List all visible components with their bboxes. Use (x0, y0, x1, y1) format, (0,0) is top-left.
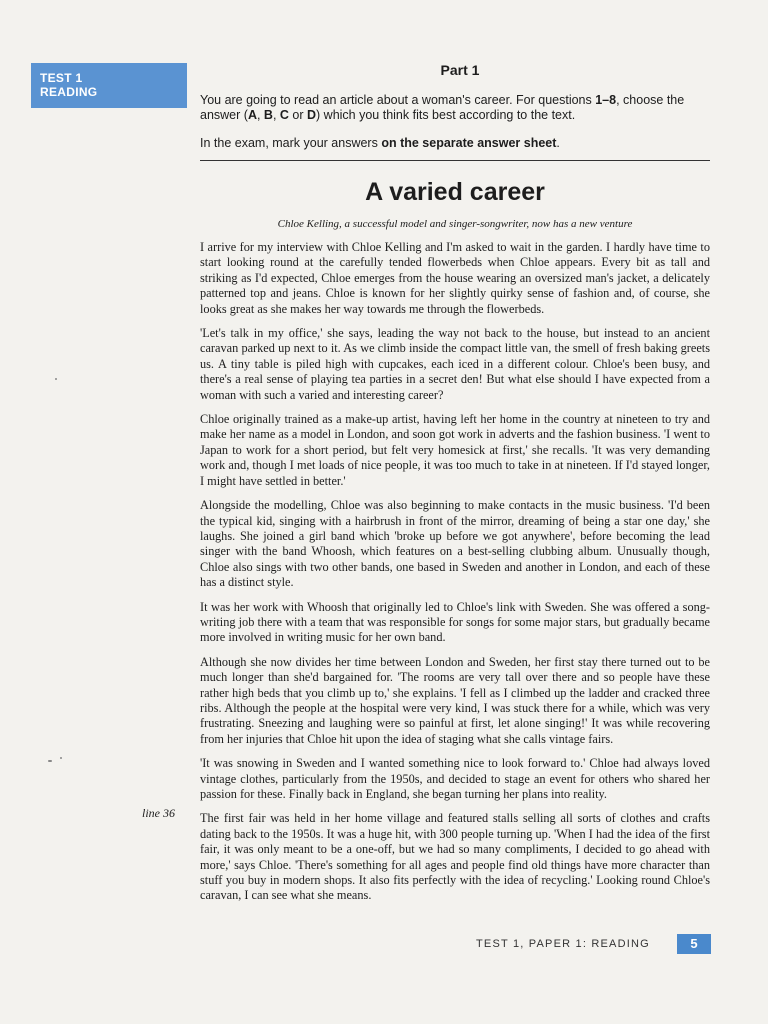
article-subtitle: Chloe Kelling, a successful model and singer-songwriter, now has a new venture (277, 218, 633, 230)
article-body (200, 240, 710, 913)
article-title: A varied career (365, 178, 545, 206)
line-marker: line 36 (142, 806, 175, 820)
article-paragraph: 'It was snowing in Sweden and I wanted something nice to look forward to.' Chloe had always loved vintage clothes, particularly from the 1950s, and decided to stage an event for others who shared her passion for these. Finally back in England, she began turning her plans into reality. (200, 756, 710, 801)
section-tab (31, 63, 187, 108)
part-title: Part 1 (440, 62, 480, 78)
article-paragraph: Alongside the modelling, Chloe was also beginning to make contacts in the music business. 'I'd been the typical kid, singing with a hairbrush in front of the mirror, dreaming of being a star one day,' she laughs. She joined a girl band which 'broke up before we got anywhere', before becoming the lead singer with the band Whoosh, which features on a best-selling clubbing album. Unusually though, Chloe also sings with two other bands, one based in Sweden and another in London, and each of these has a distinct style. (200, 498, 710, 590)
footer-text: TEST 1, PAPER 1: READING (476, 938, 650, 950)
article-paragraph: Chloe originally trained as a make-up artist, having left her home in the country at nineteen to try and make her name as a model in London, and soon got work in adverts and the fashion business. 'I went to Japan to work for a short period, but felt very homesick at first,' she recalls. 'It was very demanding work and, though I met loads of nice people, it was too much to take in at nineteen. If I'd stayed longer, I might have settled in better.' (200, 412, 710, 488)
scan-speck (55, 378, 57, 380)
article-paragraph: I arrive for my interview with Chloe Kelling and I'm asked to wait in the garden. I hardly have time to start looking round at the carefully tended flowerbeds when Chloe appears. Every bit as tall and striking as I'd expected, Chloe emerges from the house wearing an oversized man's jacket, a delicately patterned top and jeans. Chloe is known for her slightly quirky sense of fashion and, of course, she looks great as she makes her way towards me through the flowerbeds. (200, 240, 710, 316)
instructions-questions: You are going to read an article about a woman's career. For questions 1–8, choose the answer (A, B, C or D) which you think fits best according to the text. (200, 93, 685, 122)
article-paragraph: The first fair was held in her home village and featured stalls selling all sorts of clothes and crafts dating back to the 1950s. It was a huge hit, with 300 people turning up. 'When I had the idea of the first fair, it was only meant to be a one-off, but we had so many compliments, I decided to go ahead with more,' says Chloe. 'There's something for all ages and people find old things have more character than stuff you buy in modern shops. It also fits perfectly with the idea of recycling.' Looking round Chloe's caravan, I can see what she means. (200, 811, 710, 903)
article-paragraph: Although she now divides her time between London and Sweden, her first stay there turned out to be much longer than she'd bargained for. 'The rooms are very tall over there and so people have these rather high beds that you climb up to,' she explains. 'I fell as I climbed up the ladder and cracked three ribs. Although the people at the hospital were very kind, I was stuck there for a while, which was very frustrating. Sneezing and laughing were so painful at first, let alone singing!' It was while recovering from her injuries that Chloe hit upon the idea of staging what she calls vintage fairs. (200, 654, 710, 746)
article-paragraph: It was her work with Whoosh that originally led to Chloe's link with Sweden. She was offered a song-writing job there with a team that was responsible for songs for some major stars, but gradually became more involved in writing music for her own band. (200, 599, 710, 645)
instructions-answer-sheet: In the exam, mark your answers on the separate answer sheet. (200, 136, 560, 150)
scan-speck (48, 760, 52, 762)
scan-speck (60, 757, 62, 759)
article-paragraph: 'Let's talk in my office,' she says, leading the way not back to the house, but instead to an ancient caravan parked up next to it. As we climb inside the compact little van, the smell of fresh baking greets us. A tiny table is piled high with cupcakes, each iced in a different colour. Chloe's been busy, and there's a real sense of playing tea parties in a secret den! But what else should I have expected from a woman with such a varied and interesting career? (200, 326, 710, 402)
page-number: 5 (677, 934, 711, 954)
divider (200, 160, 710, 161)
section-tab-line1: TEST 1 (40, 71, 83, 85)
section-tab-line2: READING (40, 85, 98, 99)
